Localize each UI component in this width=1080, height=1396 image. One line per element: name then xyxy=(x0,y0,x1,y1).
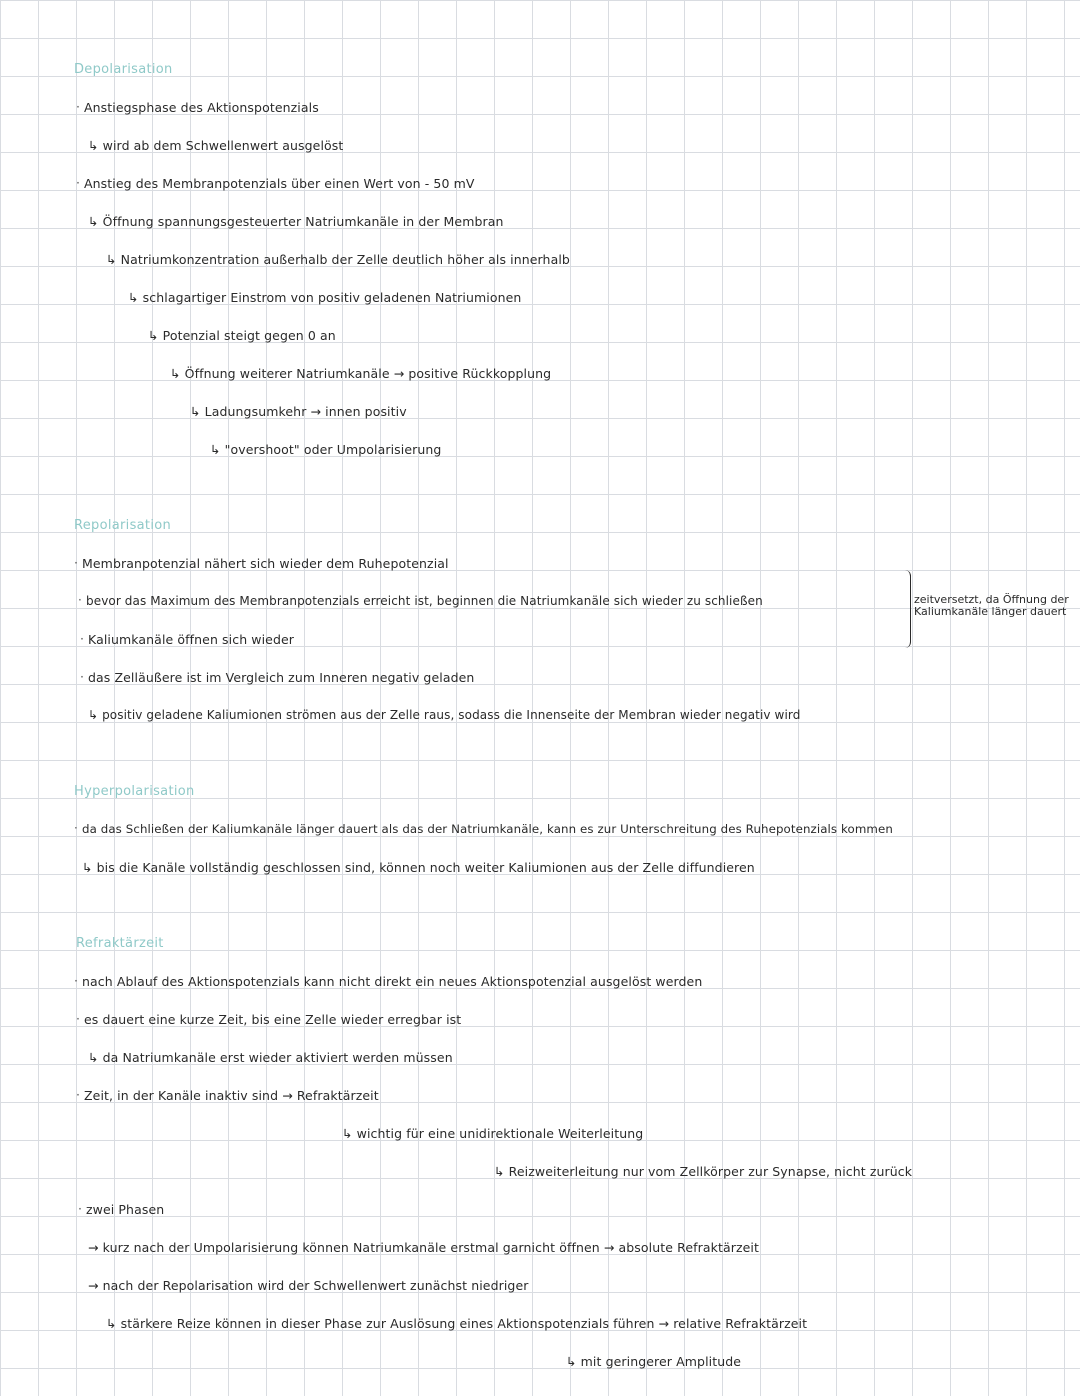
note-line: ↳ stärkere Reize können in dieser Phase zur Auslösung eines Aktionspotenzials führen → relative Refraktärzeit xyxy=(106,1316,808,1331)
note-line: · nach Ablauf des Aktionspotenzials kann nicht direkt ein neues Aktionspotenzial ausgelöst werden xyxy=(82,974,702,989)
note-line: · bevor das Maximum des Membranpotenzials erreicht ist, beginnen die Natriumkanäle sich wieder zu schließen xyxy=(86,594,763,608)
note-line: · Kaliumkanäle öffnen sich wieder xyxy=(88,632,294,647)
note-line: ↳ wird ab dem Schwellenwert ausgelöst xyxy=(88,138,344,153)
note-line: ↳ Öffnung spannungsgesteuerter Natriumkanäle in der Membran xyxy=(88,214,504,229)
note-line: ↳ bis die Kanäle vollständig geschlossen sind, können noch weiter Kaliumionen aus der Zelle diffundieren xyxy=(82,860,755,875)
bracket-mark xyxy=(902,570,911,648)
heading-depolarisation: Depolarisation xyxy=(74,62,173,77)
note-line: ↳ Reizweiterleitung nur vom Zellkörper zur Synapse, nicht zurück xyxy=(494,1164,913,1179)
note-line: ↳ schlagartiger Einstrom von positiv geladenen Natriumionen xyxy=(128,290,522,305)
note-line: ↳ mit geringerer Amplitude xyxy=(566,1354,742,1369)
note-line: · Anstieg des Membranpotenzials über einen Wert von - 50 mV xyxy=(84,176,475,191)
note-line: → nach der Repolarisation wird der Schwellenwert zunächst niedriger xyxy=(88,1278,529,1293)
note-line: · Anstiegsphase des Aktionspotenzials xyxy=(84,100,319,115)
note-line: → kurz nach der Umpolarisierung können Natriumkanäle erstmal garnicht öffnen → absolute Refraktärzeit xyxy=(88,1240,759,1255)
heading-hyperpolarisation: Hyperpolarisation xyxy=(74,784,195,799)
heading-repolarisation: Repolarisation xyxy=(74,518,172,533)
note-line: ↳ Natriumkonzentration außerhalb der Zelle deutlich höher als innerhalb xyxy=(106,252,570,267)
note-line: · Membranpotenzial nähert sich wieder dem Ruhepotenzial xyxy=(82,556,449,571)
note-line: ↳ "overshoot" oder Umpolarisierung xyxy=(210,442,442,457)
note-line: ↳ positiv geladene Kaliumionen strömen aus der Zelle raus, sodass die Innenseite der Membran wieder negativ wird xyxy=(88,708,801,722)
side-note: zeitversetzt, da Öffnung der Kaliumkanäle länger dauert xyxy=(914,593,1069,618)
note-line: ↳ da Natriumkanäle erst wieder aktiviert werden müssen xyxy=(88,1050,453,1065)
note-line: · da das Schließen der Kaliumkanäle länger dauert als das der Natriumkanäle, kann es zur Unterschreitung des Ruhepotenzials kommen xyxy=(82,822,893,836)
note-line: · es dauert eine kurze Zeit, bis eine Zelle wieder erregbar ist xyxy=(84,1012,461,1027)
note-line: · zwei Phasen xyxy=(86,1202,164,1217)
note-line: ↳ Ladungsumkehr → innen positiv xyxy=(190,404,407,419)
note-line: · Zeit, in der Kanäle inaktiv sind → Refraktärzeit xyxy=(84,1088,379,1103)
note-line: ↳ Öffnung weiterer Natriumkanäle → positive Rückkopplung xyxy=(170,366,552,381)
note-line: ↳ wichtig für eine unidirektionale Weiterleitung xyxy=(342,1126,644,1141)
heading-refraktaerzeit: Refraktärzeit xyxy=(76,936,164,951)
note-line: · das Zelläußere ist im Vergleich zum Inneren negativ geladen xyxy=(88,670,474,685)
note-line: ↳ Potenzial steigt gegen 0 an xyxy=(148,328,336,343)
